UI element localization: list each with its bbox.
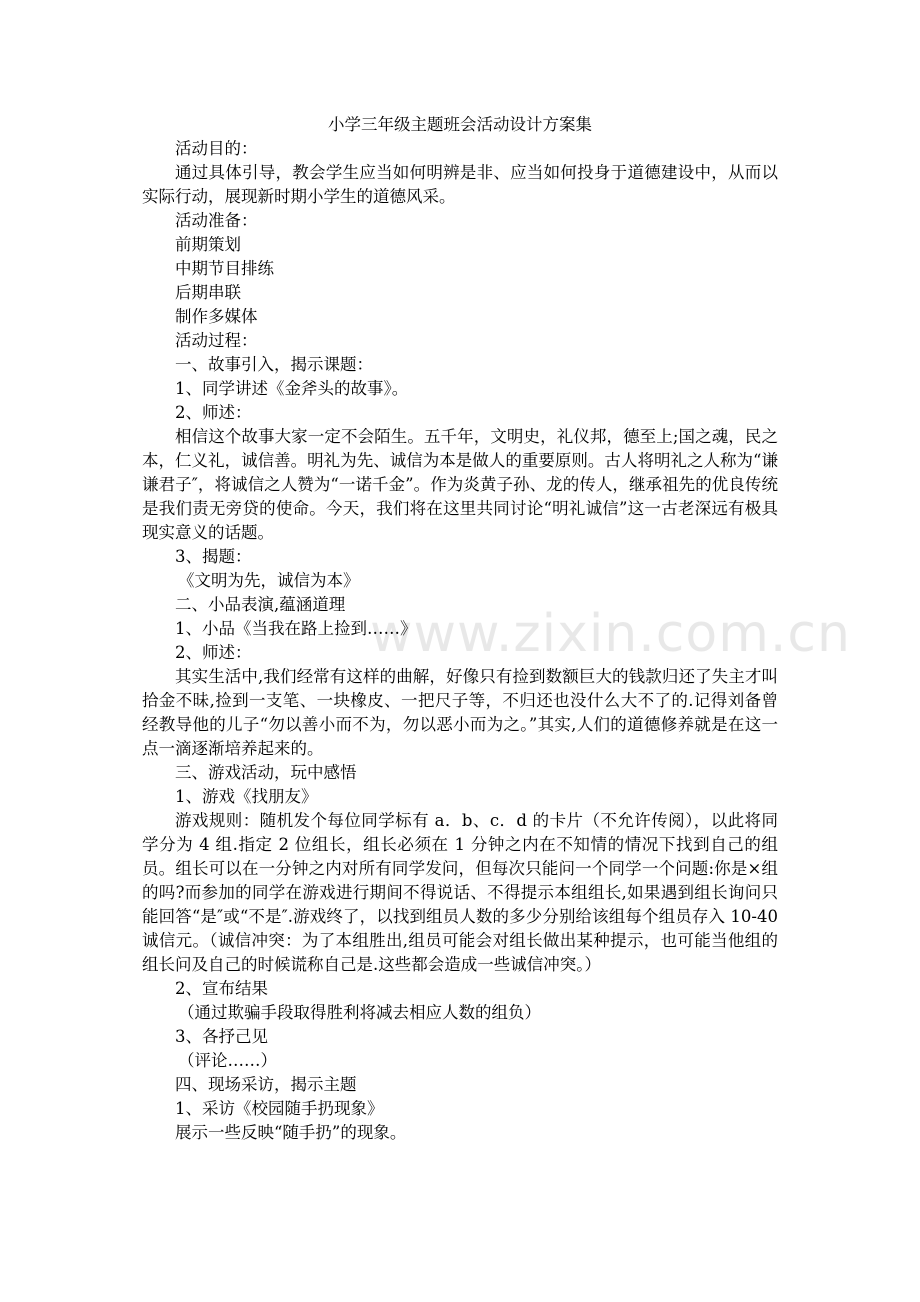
document-title: 小学三年级主题班会活动设计方案集 bbox=[328, 115, 592, 134]
paragraph: 1、小品《当我在路上捡到……》 bbox=[175, 619, 417, 638]
paragraph: （通过欺骗手段取得胜利将减去相应人数的组负） bbox=[178, 1003, 541, 1022]
paragraph: 一、故事引入，揭示课题： bbox=[175, 355, 373, 374]
paragraph: 中期节目排练 bbox=[175, 259, 274, 278]
paragraph: 三、游戏活动，玩中感悟 bbox=[175, 763, 357, 782]
paragraph: 游戏规则：随机发个每位同学标有 a．b、c．d 的卡片（不允许传阅），以此将同学分为 4 组.指定 2 位组长，组长必须在 1 分钟之内在不知情的情况下找到自己的组员。组长可以在一分钟之内对所有同学发问，但每次只能问一个同学一个问题:你是×组的吗?而参加的同学在游戏进行期间不得说话、不得提示本组组长,如果遇到组长询问只能回答“是″或“不是″.游戏终了，以找到组员人数的多少分别给该组每个组员存入 10-40 诚信元。（诚信冲突：为了本组胜出,组员可能会对组长做出某种提示，也可能当他组的组长问及自己的时候谎称自己是.这些都会造成一些诚信冲突。） bbox=[142, 811, 778, 974]
paragraph: 四、现场采访，揭示主题 bbox=[175, 1075, 357, 1094]
paragraph: 二、小品表演,蕴涵道理 bbox=[175, 595, 346, 614]
paragraph: 活动准备： bbox=[175, 211, 258, 230]
paragraph: 通过具体引导，教会学生应当如何明辨是非、应当如何投身于道德建设中，从而以实际行动，展现新时期小学生的道德风采。 bbox=[142, 163, 778, 206]
paragraph: 3、各抒己见 bbox=[175, 1027, 268, 1046]
document-page bbox=[142, 112, 778, 1145]
paragraph: 后期串联 bbox=[175, 283, 241, 302]
paragraph: 2、师述： bbox=[175, 403, 252, 422]
paragraph: 展示一些反映“随手扔”的现象。 bbox=[175, 1123, 407, 1142]
paragraph: 制作多媒体 bbox=[175, 307, 258, 326]
paragraph: 3、揭题： bbox=[175, 547, 252, 566]
document-body bbox=[142, 137, 778, 1145]
paragraph: 2、师述： bbox=[175, 643, 252, 662]
paragraph: 《文明为先，诚信为本》 bbox=[178, 571, 360, 590]
paragraph: （评论……） bbox=[178, 1051, 277, 1070]
paragraph: 2、宣布结果 bbox=[175, 979, 268, 998]
paragraph: 活动目的： bbox=[175, 139, 258, 158]
watermark: www.zixin.com.cn bbox=[370, 604, 851, 664]
paragraph: 1、采访《校园随手扔现象》 bbox=[175, 1099, 384, 1118]
paragraph: 前期策划 bbox=[175, 235, 241, 254]
paragraph: 1、游戏《找朋友》 bbox=[175, 787, 318, 806]
paragraph: 活动过程： bbox=[175, 331, 258, 350]
paragraph: 1、同学讲述《金斧头的故事》。 bbox=[175, 379, 409, 398]
paragraph: 相信这个故事大家一定不会陌生。五千年，文明史，礼仪邦，德至上;国之魂，民之本，仁义礼，诚信善。明礼为先、诚信为本是做人的重要原则。古人将明礼之人称为“谦谦君子″，将诚信之人赞为“一诺千金”。作为炎黄子孙、龙的传人，继承祖先的优良传统是我们责无旁贷的使命。今天，我们将在这里共同讨论“明礼诚信”这一古老深远有极具现实意义的话题。 bbox=[142, 427, 778, 542]
paragraph: 其实生活中,我们经常有这样的曲解，好像只有捡到数额巨大的钱款归还了失主才叫拾金不昧,捡到一支笔、一块橡皮、一把尺子等，不归还也没什么大不了的.记得刘备曾经教导他的儿子“勿以善小而不为，勿以恶小而为之。”其实,人们的道德修养就是在这一点一滴逐渐培养起来的。 bbox=[142, 667, 778, 758]
